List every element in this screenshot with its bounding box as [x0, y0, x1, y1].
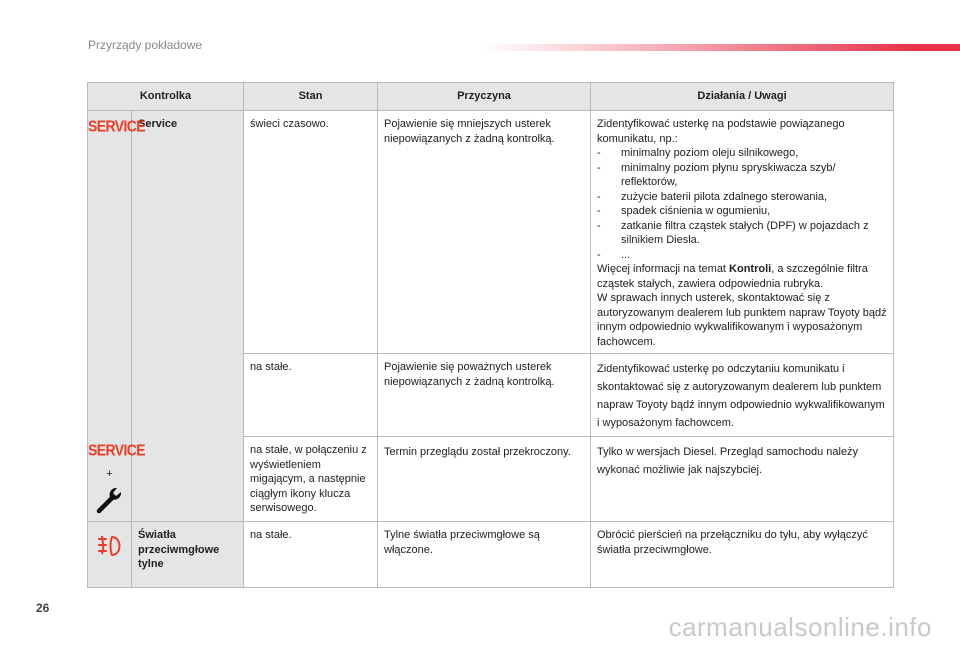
table-header-row	[88, 83, 894, 111]
service-state-3: na stałe, w połączeniu z wyświetleniem migającym, a następnie ciągłym ikony klucza serwisowego.	[244, 437, 378, 522]
service-wrench-icon-cell	[88, 437, 146, 522]
list-item: - zużycie baterii pilota zdalnego sterowania,	[597, 190, 887, 205]
service-warning-icon-2: SERVICE	[88, 440, 146, 459]
service-warning-icon: SERVICE	[88, 116, 146, 136]
list-item: - spadek ciśnienia w ogumieniu,	[597, 204, 887, 219]
service-action-1-more	[597, 262, 887, 291]
fog-icon-cell	[88, 522, 132, 588]
fog-state: na stałe.	[244, 522, 378, 588]
more-suffix: , a szczególnie filtra cząstek stałych, zawiera odpowiednia rubryka.	[597, 263, 868, 290]
table-row	[88, 111, 894, 354]
service-icon-cell	[88, 111, 146, 437]
table-row	[88, 522, 894, 588]
warning-lights-table	[87, 82, 894, 588]
more-bold: Kontroli	[729, 263, 772, 275]
service-action-1	[591, 111, 894, 354]
fog-action: Obrócić pierścień na przełączniku do tyłu, aby wyłączyć światła przeciwmgłowe.	[591, 522, 894, 588]
service-cause-2: Pojawienie się poważnych usterek niepowiązanych z żadną kontrolką.	[378, 354, 591, 437]
column-header-kontrolka: Kontrolka	[88, 83, 244, 111]
plus-sign: +	[106, 468, 113, 480]
column-header-dzialania: Działania / Uwagi	[591, 83, 894, 111]
more-prefix: Więcej informacji na temat	[597, 263, 730, 275]
fog-name: Światła przeciwmgłowe tylne	[132, 522, 244, 588]
service-action-1-intro: Zidentyfikować usterkę na podstawie powiązanego komunikatu, np.:	[597, 118, 845, 145]
list-item: - zatkanie filtra cząstek stałych (DPF) w pojazdach z silnikiem Diesla.	[597, 219, 887, 248]
service-name: Service	[132, 111, 244, 522]
header-accent-bar	[480, 44, 960, 51]
service-cause-3: Termin przeglądu został przekroczony.	[378, 437, 591, 522]
list-item: - minimalny poziom oleju silnikowego,	[597, 146, 887, 161]
column-header-stan: Stan	[244, 83, 378, 111]
column-header-przyczyna: Przyczyna	[378, 83, 591, 111]
service-action-2: Zidentyfikować usterkę po odczytaniu komunikatu i skontaktować się z autoryzowanym dealerem lub punktem napraw Toyoty bądź innym odpowiednio wykwalifikowanym i wyposażonym fachowcem.	[591, 354, 894, 437]
fog-cause: Tylne światła przeciwmgłowe są włączone.	[378, 522, 591, 588]
page-number: 26	[36, 601, 50, 615]
service-action-3: Tylko w wersjach Diesel. Przegląd samochodu należy wykonać możliwie jak najszybciej.	[591, 437, 894, 522]
service-state-2: na stałe.	[244, 354, 378, 437]
watermark: carmanualsonline.info	[668, 612, 932, 642]
section-title: Przyrządy pokładowe	[88, 38, 203, 52]
service-action-1-other: W sprawach innych usterek, skontaktować się z autoryzowanym dealerem lub punktem napraw Toyoty bądź innym odpowiednio wykwalifikowanym i wyposażonym fachowcem.	[597, 292, 887, 348]
list-item: - minimalny poziom płynu spryskiwacza szyb/ reflektorów,	[597, 161, 887, 190]
wrench-icon	[95, 484, 125, 514]
service-action-1-list	[597, 146, 887, 262]
list-item: - ...	[597, 248, 887, 263]
rear-fog-light-icon	[96, 534, 124, 558]
service-cause-1: Pojawienie się mniejszych usterek niepowiązanych z żadną kontrolką.	[378, 111, 591, 354]
service-state-1: świeci czasowo.	[244, 111, 378, 354]
